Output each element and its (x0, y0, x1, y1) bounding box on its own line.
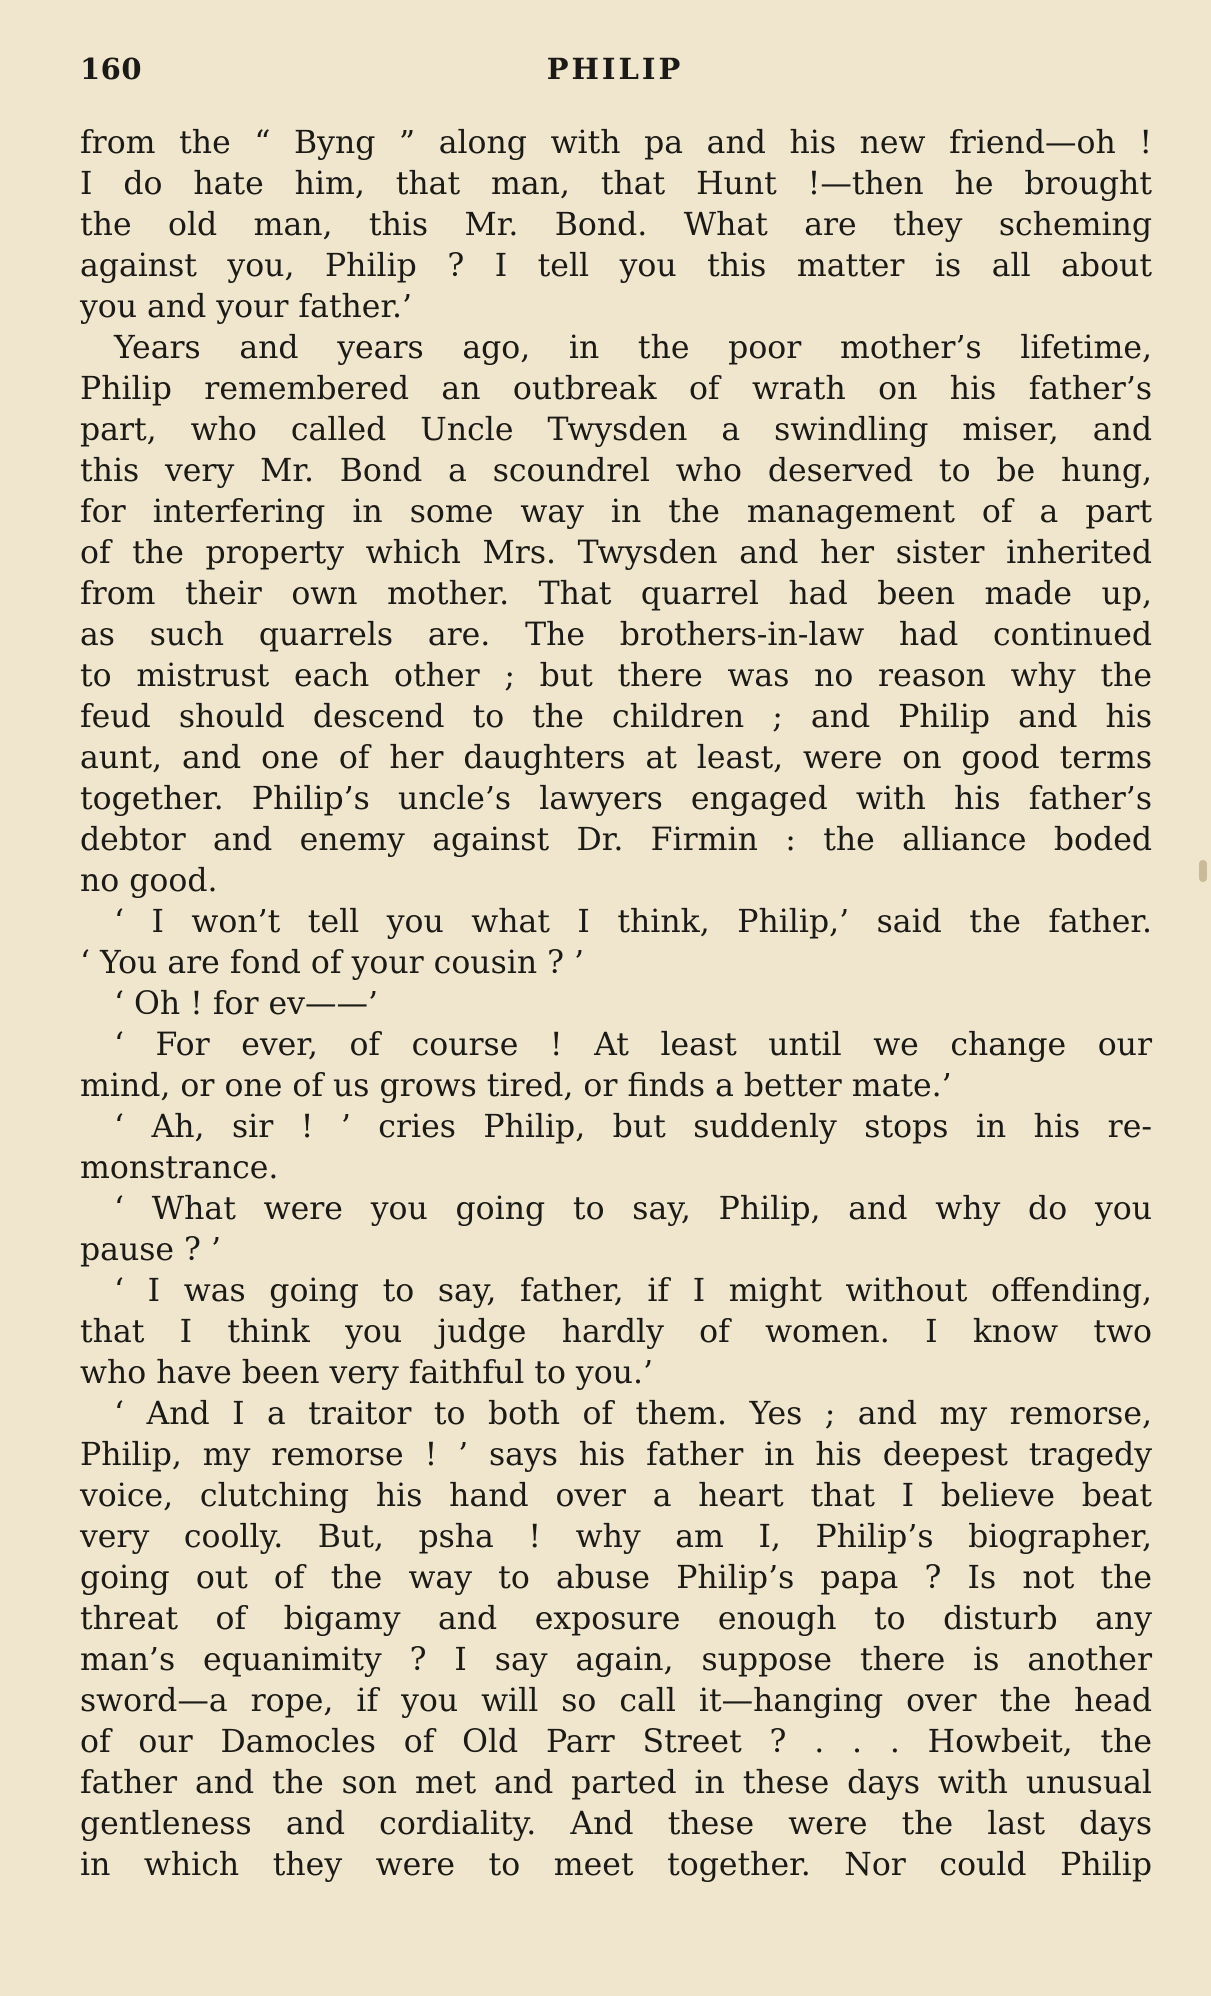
text-line: voice, clutching his hand over a heart that I believe beat (80, 1478, 1152, 1514)
text-line: of our Damocles of Old Parr Street ? . . . Howbeit, the (80, 1724, 1152, 1760)
page-number: 160 (80, 52, 143, 86)
text-line: the old man, this Mr. Bond. What are they scheming (80, 207, 1152, 243)
text-line: this very Mr. Bond a scoundrel who deserved to be hung, (80, 453, 1152, 489)
text-line: Years and years ago, in the poor mother’s lifetime, (114, 330, 1152, 366)
text-line: ‘ I was going to say, father, if I might without offending, (114, 1273, 1152, 1309)
text-line: ‘ Ah, sir ! ’ cries Philip, but suddenly stops in his re- (114, 1109, 1152, 1145)
text-line: going out of the way to abuse Philip’s papa ? Is not the (80, 1560, 1152, 1596)
text-line: ‘ I won’t tell you what I think, Philip,’ said the father. (114, 904, 1152, 940)
text-line: gentleness and cordiality. And these were the last days (80, 1806, 1152, 1842)
text-line: threat of bigamy and exposure enough to disturb any (80, 1601, 1152, 1637)
text-line: very coolly. But, psha ! why am I, Philip’s biographer, (80, 1519, 1152, 1555)
text-line: ‘ You are fond of your cousin ? ’ (80, 945, 585, 981)
running-head (80, 52, 1150, 92)
text-line: together. Philip’s uncle’s lawyers engaged with his father’s (80, 781, 1152, 817)
text-line: who have been very faithful to you.’ (80, 1355, 653, 1391)
text-line: ‘ For ever, of course ! At least until we change our (114, 1027, 1152, 1063)
text-line: Philip, my remorse ! ’ says his father in his deepest tragedy (80, 1437, 1152, 1473)
text-line: feud should descend to the children ; and Philip and his (80, 699, 1152, 735)
text-line: in which they were to meet together. Nor could Philip (80, 1847, 1152, 1883)
text-line: you and your father.’ (80, 289, 413, 325)
running-title: PHILIP (546, 52, 684, 86)
text-line: as such quarrels are. The brothers-in-law had continued (80, 617, 1152, 653)
body-text (80, 123, 1152, 1886)
text-line: for interfering in some way in the management of a part (80, 494, 1152, 530)
text-line: of the property which Mrs. Twysden and her sister inherited (80, 535, 1152, 571)
text-line: from their own mother. That quarrel had been made up, (80, 576, 1152, 612)
text-line: pause ? ’ (80, 1232, 221, 1268)
text-line: against you, Philip ? I tell you this matter is all about (80, 248, 1152, 284)
text-line: man’s equanimity ? I say again, suppose there is another (80, 1642, 1152, 1678)
text-line: to mistrust each other ; but there was no reason why the (80, 658, 1152, 694)
text-line: ‘ What were you going to say, Philip, and why do you (114, 1191, 1152, 1227)
text-line: I do hate him, that man, that Hunt !—then he brought (80, 166, 1152, 202)
text-line: that I think you judge hardly of women. I know two (80, 1314, 1152, 1350)
text-line: Philip remembered an outbreak of wrath on his father’s (80, 371, 1152, 407)
text-line: ‘ Oh ! for ev——’ (114, 986, 378, 1022)
text-line: aunt, and one of her daughters at least, were on good terms (80, 740, 1152, 776)
text-line: mind, or one of us grows tired, or finds a better mate.’ (80, 1068, 952, 1104)
text-line: from the “ Byng ” along with pa and his new friend—oh ! (80, 125, 1152, 161)
text-line: part, who called Uncle Twysden a swindling miser, and (80, 412, 1152, 448)
paper-blemish (1199, 860, 1207, 882)
text-line: father and the son met and parted in these days with unusual (80, 1765, 1152, 1801)
text-line: debtor and enemy against Dr. Firmin : the alliance boded (80, 822, 1152, 858)
text-line: monstrance. (80, 1150, 279, 1186)
text-line: sword—a rope, if you will so call it—hanging over the head (80, 1683, 1152, 1719)
text-line: no good. (80, 863, 218, 899)
text-line: ‘ And I a traitor to both of them. Yes ; and my remorse, (114, 1396, 1152, 1432)
